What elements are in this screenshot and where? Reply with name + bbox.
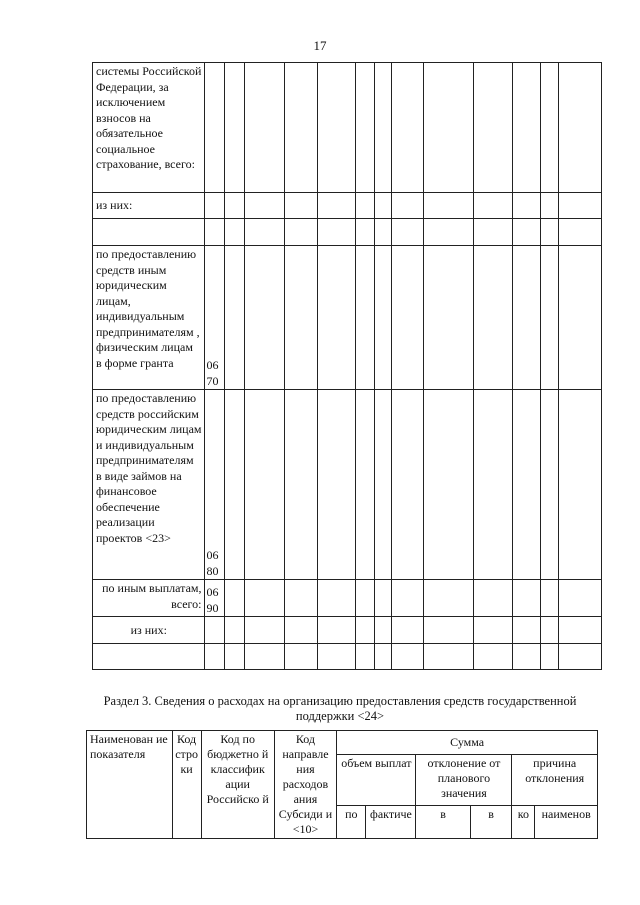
table-row — [93, 193, 602, 219]
header-v1: в — [416, 806, 470, 839]
row-code — [204, 219, 224, 246]
table-row — [93, 63, 602, 193]
row-code — [204, 617, 224, 644]
header-sum: Сумма — [337, 731, 598, 755]
row-code: 06 90 — [204, 580, 224, 617]
row-label — [93, 644, 205, 670]
header-reason: причина отклонения — [512, 755, 598, 806]
table-row — [93, 644, 602, 670]
row-code — [204, 193, 224, 219]
row-label: по иным выплатам, всего: — [93, 580, 205, 617]
row-label — [93, 219, 205, 246]
header-po: по — [337, 806, 366, 839]
table-row — [93, 246, 602, 390]
row-code: 06 70 — [204, 246, 224, 390]
page-number: 17 — [313, 38, 327, 53]
row-label: из них: — [93, 193, 205, 219]
row-label: системы Российской Федерации, за исключением взносов на обязательное социальное страхование, всего: — [93, 63, 205, 193]
header-volume: объем выплат — [337, 755, 416, 806]
header-naim: наименов — [535, 806, 598, 839]
row-code — [204, 644, 224, 670]
table-row — [93, 219, 602, 246]
header-deviation: отклонение от планового значения — [416, 755, 512, 806]
row-code — [204, 63, 224, 193]
header-direction-code: Код направле ния расходов ания Субсиди и <10> — [274, 731, 337, 839]
row-label: из них: — [93, 617, 205, 644]
header-v2: в — [470, 806, 512, 839]
header-budget-code: Код по бюджетно й классифик ации Российско й — [201, 731, 274, 839]
section-3-title: Раздел 3. Сведения о расходах на организацию предоставления средств государственной поддержки <24> — [103, 694, 577, 723]
section-3-table — [86, 730, 598, 839]
header-row-code: Код стро ки — [172, 731, 201, 839]
row-label: по предоставлению средств иным юридическим лицам, индивидуальным предпринимателям , физическим лицам в форме гранта — [93, 246, 205, 390]
header-fact: фактиче — [366, 806, 416, 839]
table-row — [93, 390, 602, 580]
row-label: по предоставлению средств российским юридическим лицам и индивидуальным предпринимателям в виде займов на финансовое обеспечение реализации проектов <23> — [93, 390, 205, 580]
header-ko: ко — [512, 806, 535, 839]
table-row — [93, 580, 602, 617]
table-row — [93, 617, 602, 644]
header-indicator-name: Наименован ие показателя — [87, 731, 173, 839]
report-table-continued — [92, 62, 602, 670]
row-code: 06 80 — [204, 390, 224, 580]
